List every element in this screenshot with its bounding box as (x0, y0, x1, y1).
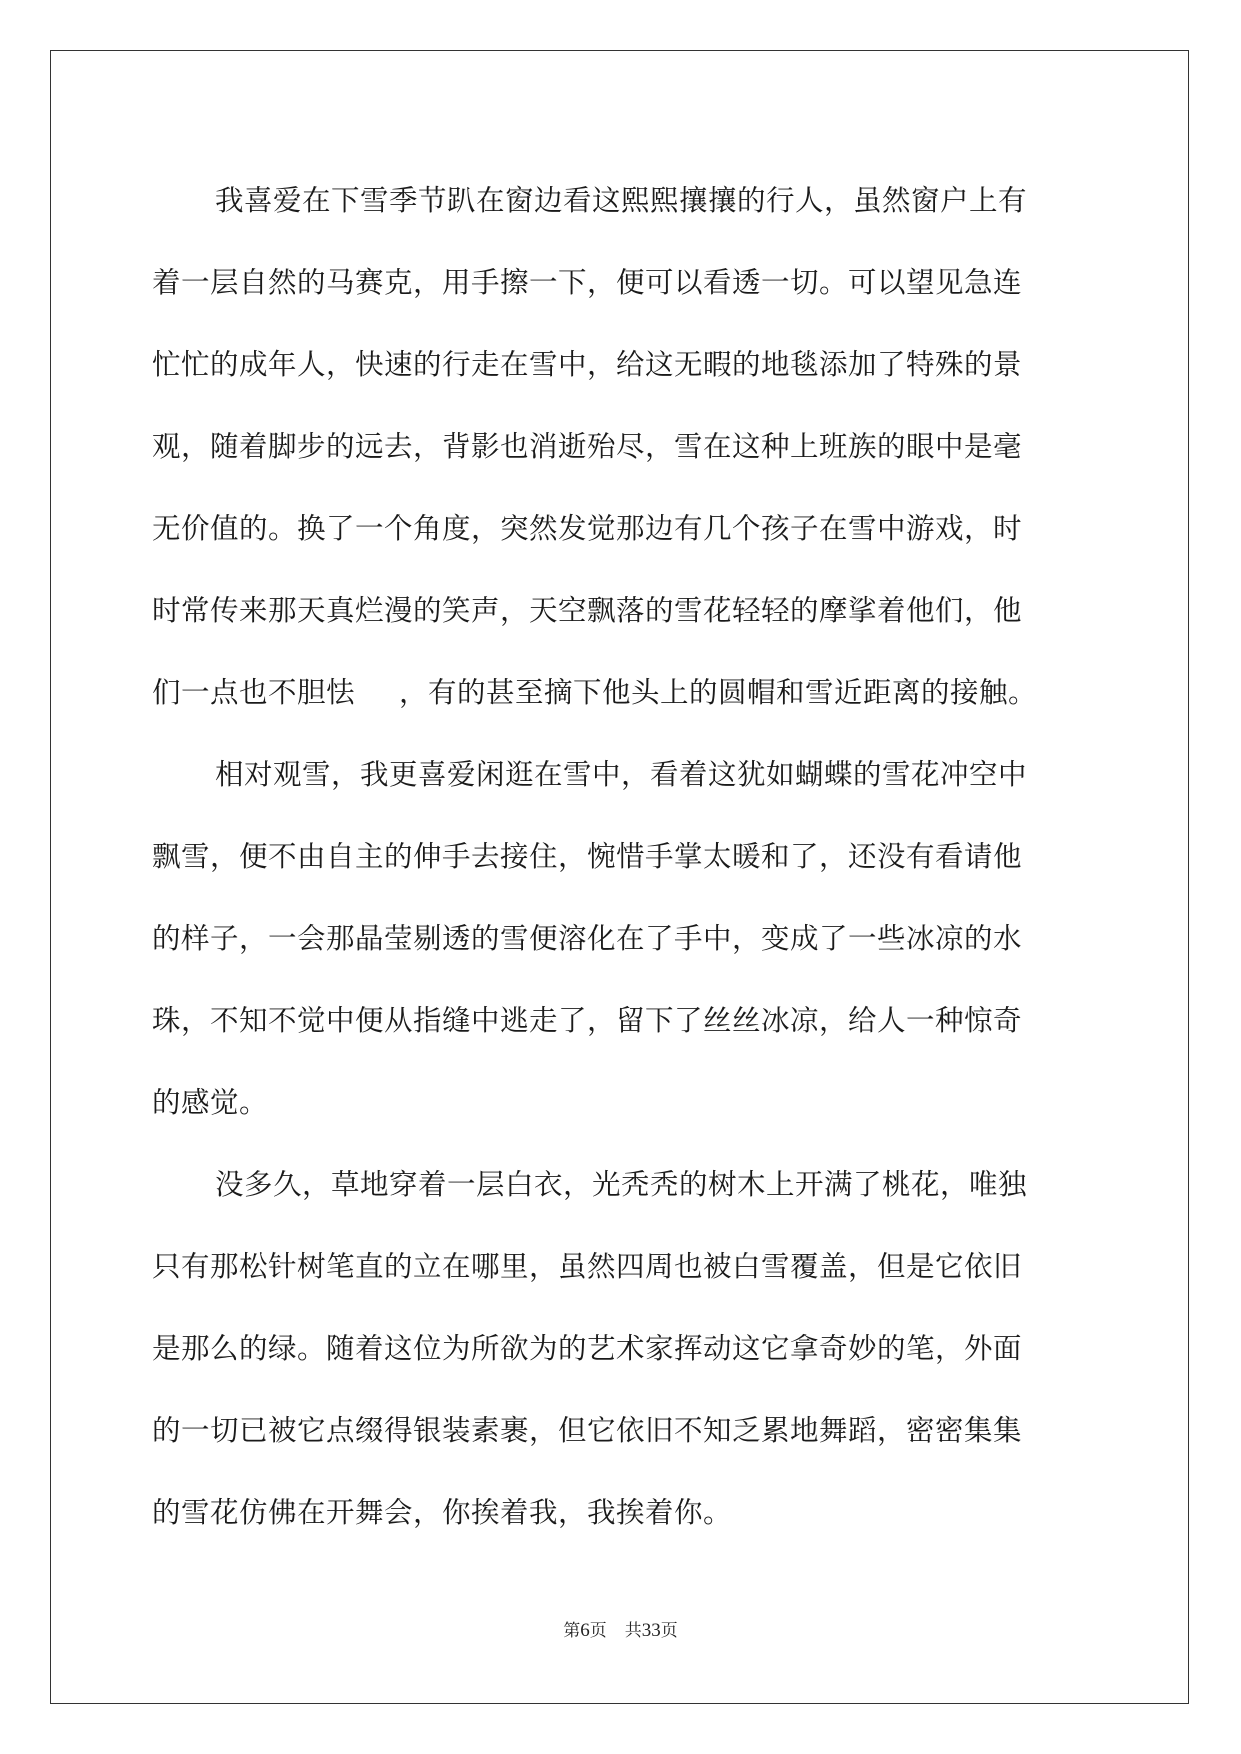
paragraph-1-line-7-part-a: 们一点也不胆怯 (152, 676, 356, 709)
paragraph-3-line-2: 只有那松针树笔直的立在哪里，虽然四周也被白雪覆盖，但是它依旧 (152, 1250, 1023, 1283)
page-number: 6 (580, 1620, 590, 1641)
paragraph-2-line-2: 飘雪，便不由自主的伸手去接住，惋惜手掌太暖和了，还没有看请他 (152, 840, 1023, 873)
paragraph-1-line-5: 无价值的。换了一个角度，突然发觉那边有几个孩子在雪中游戏，时 (152, 512, 1023, 545)
total-pages: 33 (641, 1620, 661, 1641)
paragraph-3-line-5: 的雪花仿佛在开舞会，你挨着我，我挨着你。 (152, 1496, 733, 1529)
paragraph-3-line-4: 的一切已被它点缀得银装素裹，但它依旧不知乏累地舞蹈，密密集集 (152, 1414, 1023, 1447)
paragraph-2-line-3: 的样子，一会那晶莹剔透的雪便溶化在了手中，变成了一些冰凉的水 (152, 922, 1023, 955)
total-prefix: 共 (624, 1621, 642, 1641)
paragraph-1-line-2: 着一层自然的马赛克，用手擦一下，便可以看透一切。可以望见急连 (152, 266, 1023, 299)
total-suffix: 页 (660, 1621, 678, 1641)
page-suffix: 页 (589, 1621, 607, 1641)
page-prefix: 第 (563, 1621, 581, 1641)
paragraph-3-line-1: 没多久，草地穿着一层白衣，光秃秃的树木上开满了桃花，唯独 (215, 1168, 1028, 1201)
paragraph-1-line-6: 时常传来那天真烂漫的笑声，天空飘落的雪花轻轻的摩挲着他们，他 (152, 594, 1023, 627)
document-body (152, 160, 1092, 1554)
page-footer (0, 1616, 1241, 1642)
paragraph-2-line-4: 珠，不知不觉中便从指缝中逃走了，留下了丝丝冰凉，给人一种惊奇 (152, 1004, 1023, 1037)
paragraph-2-line-1: 相对观雪，我更喜爱闲逛在雪中，看着这犹如蝴蝶的雪花冲空中 (215, 758, 1028, 791)
paragraph-1-line-7 (152, 652, 1092, 734)
paragraph-1-line-3: 忙忙的成年人，快速的行走在雪中，给这无暇的地毯添加了特殊的景 (152, 348, 1023, 381)
paragraph-3-line-3: 是那么的绿。随着这位为所欲为的艺术家挥动这它拿奇妙的笔，外面 (152, 1332, 1023, 1365)
paragraph-2-line-5: 的感觉。 (152, 1086, 269, 1119)
paragraph-1-line-7-part-b: ，有的甚至摘下他头上的圆帽和雪近距离的接触。 (399, 676, 1038, 709)
paragraph-1-line-4: 观，随着脚步的远去，背影也消逝殆尽，雪在这种上班族的眼中是毫 (152, 430, 1023, 463)
paragraph-1-line-1: 我喜爱在下雪季节趴在窗边看这熙熙攘攘的行人，虽然窗户上有 (215, 184, 1028, 217)
